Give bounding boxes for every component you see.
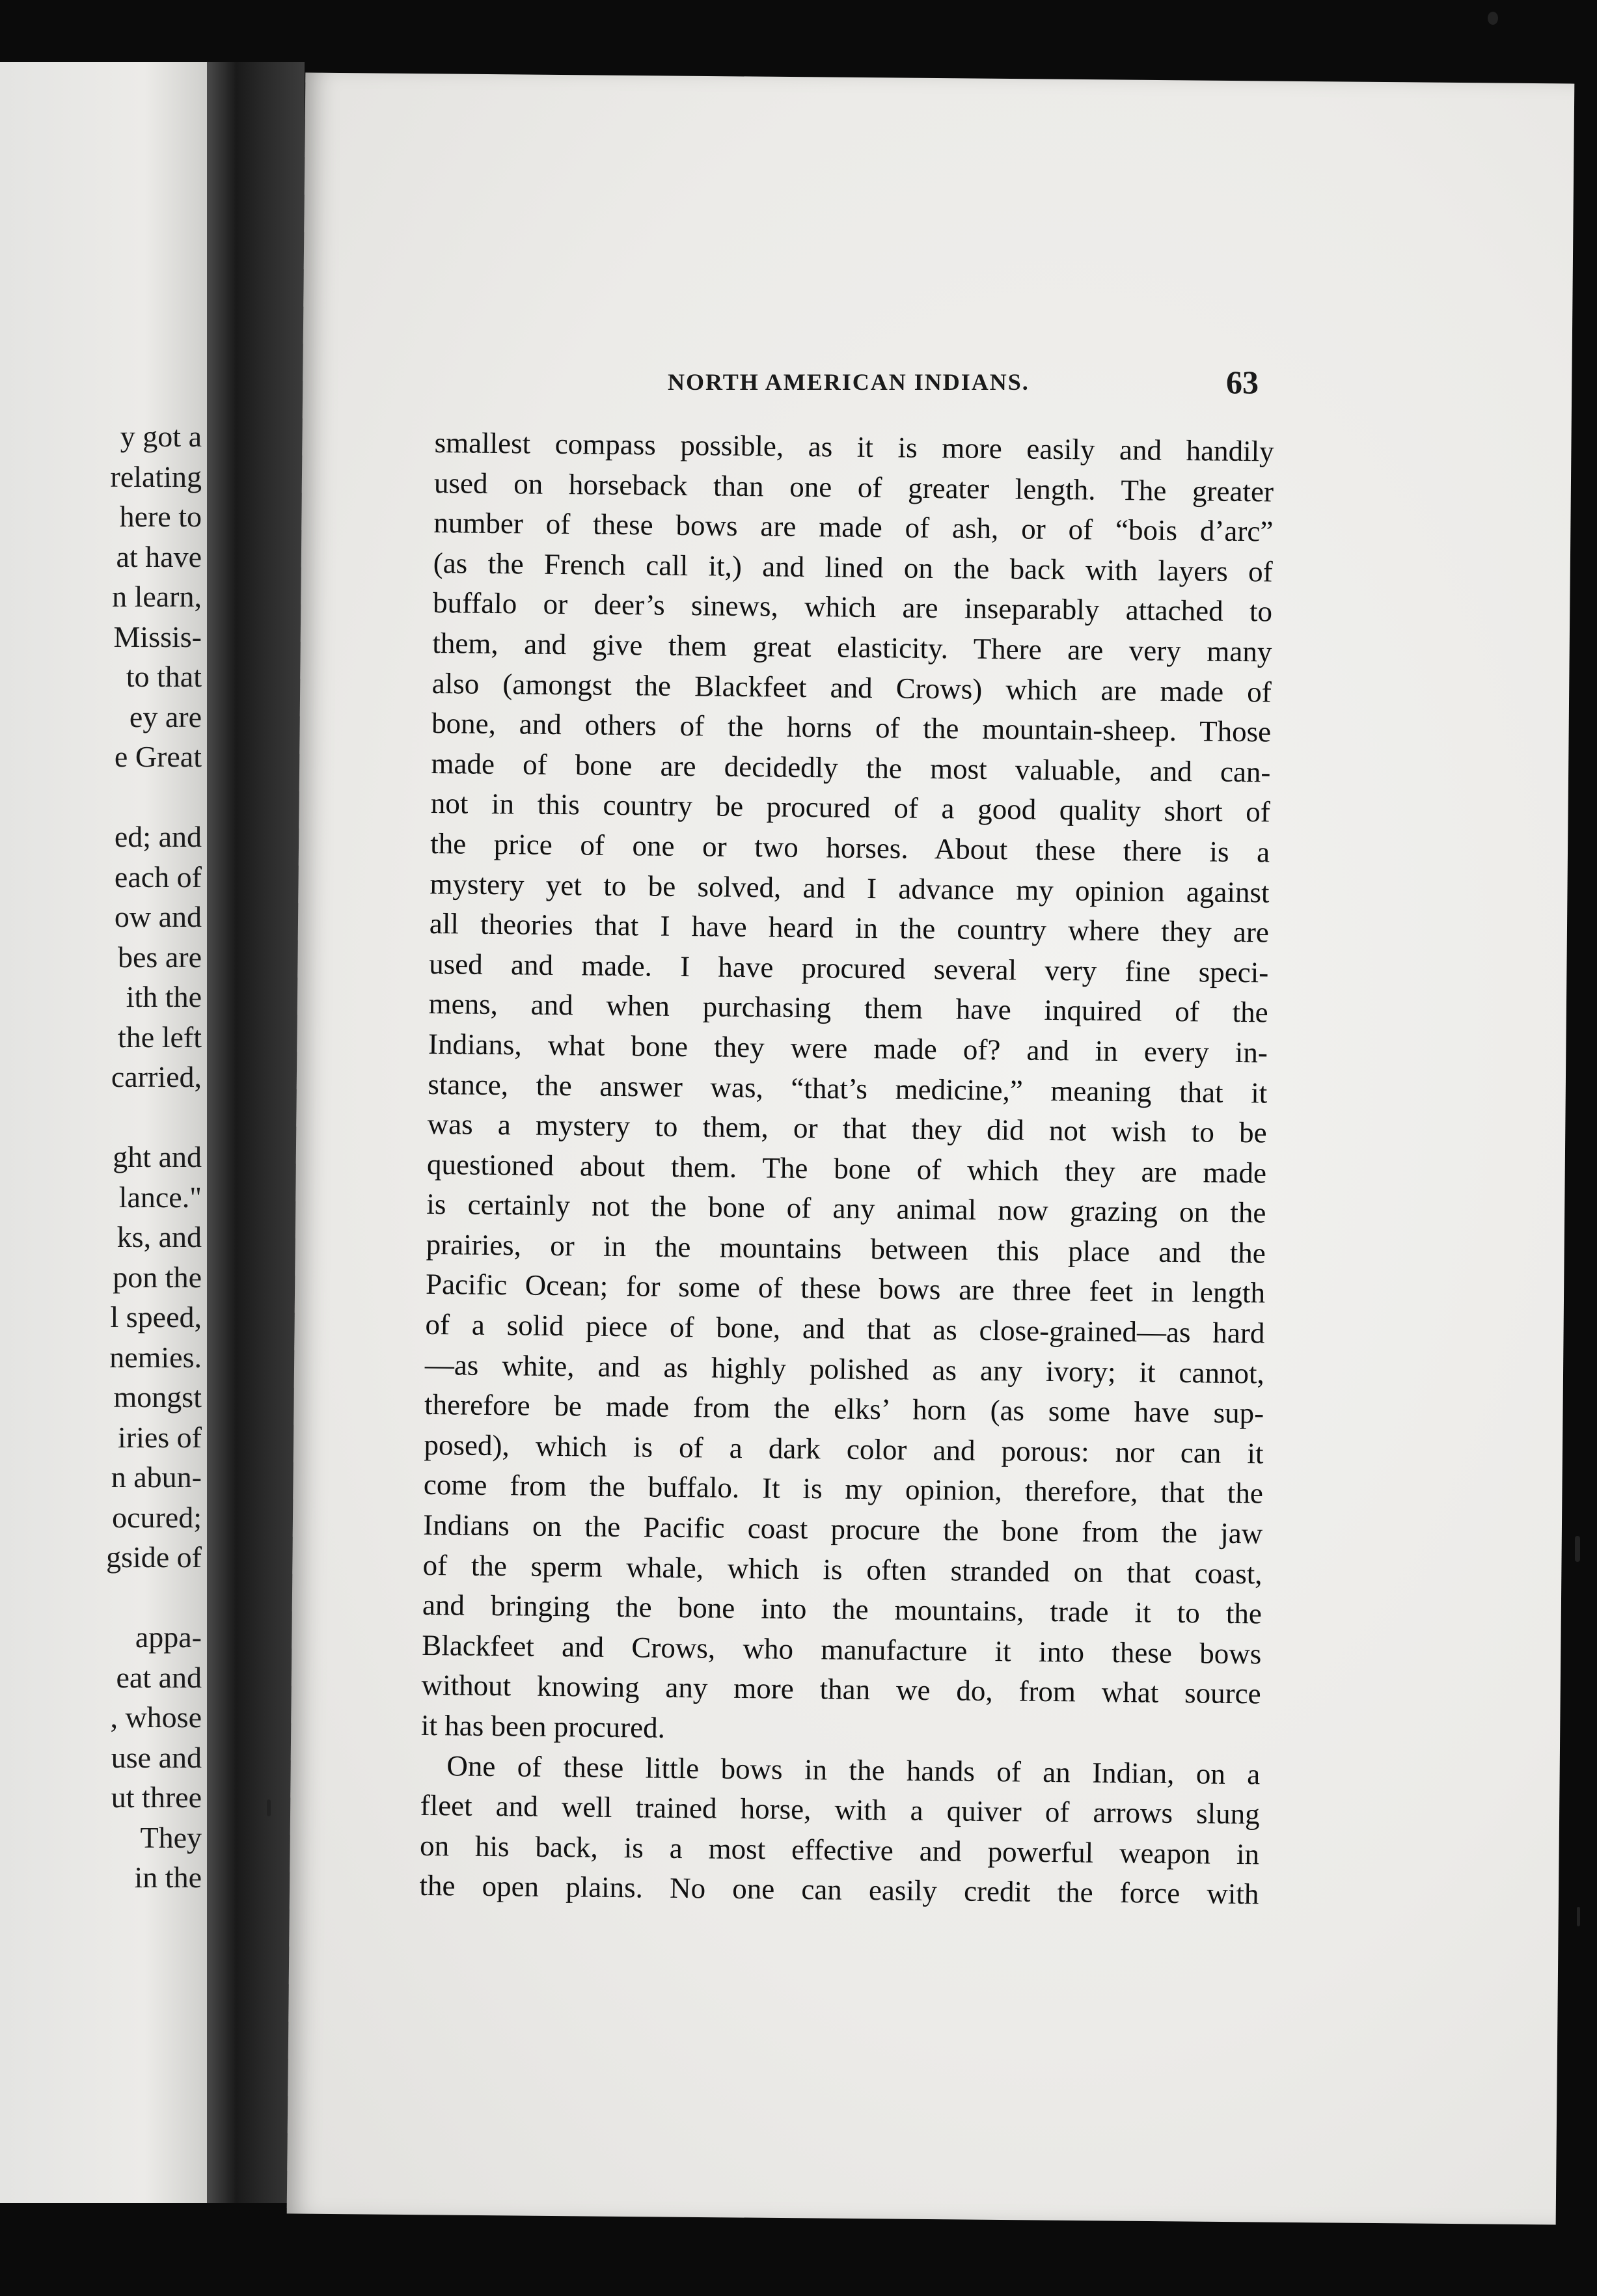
- left-page-line: carried,: [111, 1060, 202, 1093]
- left-page-line: [7, 1097, 202, 1138]
- text-line: on his back, is a most effective and powerful weapon in: [419, 1829, 1260, 1871]
- left-page-text-fragments: [7, 417, 202, 1898]
- text-line: smallest compass possible, as it is more easily and handily: [434, 426, 1274, 468]
- left-page-line: ey are: [129, 700, 202, 733]
- text-line: the price of one or two horses. About these there is a: [430, 827, 1270, 869]
- text-line: was a mystery to them, or that they did not wish to be: [427, 1108, 1267, 1149]
- left-page-line: [7, 1578, 202, 1618]
- left-page-line: ut three: [111, 1781, 202, 1814]
- text-line: stance, the answer was, “that’s medicine,” meaning that it: [428, 1067, 1268, 1109]
- left-page-line: Missis-: [113, 620, 202, 653]
- text-line: prairies, or in the mountains between this place and the: [426, 1227, 1266, 1270]
- text-line: posed), which is of a dark color and porous: nor can it: [424, 1428, 1264, 1470]
- left-page-line: to that: [126, 660, 202, 693]
- left-page-line: the left: [118, 1020, 202, 1054]
- text-line: fleet and well trained horse, with a quiver of arrows slung: [420, 1789, 1260, 1831]
- left-page-line: eat and: [116, 1660, 202, 1694]
- text-line: mystery yet to be solved, and I advance my opinion against: [430, 867, 1270, 909]
- left-page-line: ght and: [113, 1140, 202, 1173]
- text-line: Blackfeet and Crows, who manufacture it into these bows: [422, 1628, 1262, 1671]
- left-page-line: [7, 777, 202, 817]
- text-line: them, and give them great elasticity. There are very many: [432, 626, 1272, 668]
- text-line: therefore be made from the elks’ horn (as some have sup-: [424, 1388, 1264, 1430]
- text-line: (as the French call it,) and lined on the back with layers of: [433, 546, 1273, 588]
- page-body-text: [419, 423, 1274, 1915]
- left-page-line: , whose: [110, 1701, 202, 1734]
- text-line: of a solid piece of bone, and that as close-grained—as hard: [425, 1307, 1265, 1350]
- text-line: it has been procured.: [420, 1708, 666, 1744]
- left-page-line: gside of: [106, 1540, 202, 1574]
- text-line: questioned about them. The bone of which they are made: [426, 1147, 1267, 1190]
- text-line: number of these bows are made of ash, or of “bois d’arc”: [433, 506, 1274, 548]
- left-page-line: l speed,: [110, 1300, 202, 1333]
- left-page-line: use and: [111, 1740, 202, 1774]
- left-page-line: n learn,: [112, 580, 202, 613]
- running-header: NORTH AMERICAN INDIANS.: [668, 369, 1030, 395]
- scan-speck: [1488, 12, 1498, 25]
- left-page-line: at have: [116, 540, 202, 573]
- left-page-line: e Great: [114, 740, 202, 773]
- text-line: One of these little bows in the hands of an Indian, on a: [446, 1749, 1261, 1790]
- text-line: Indians on the Pacific coast procure the bone from the jaw: [423, 1508, 1263, 1550]
- left-page-line: ed; and: [114, 820, 202, 853]
- text-line: bone, and others of the horns of the mountain-sheep. Those: [431, 707, 1272, 748]
- text-line: is certainly not the bone of any animal now grazing on the: [426, 1188, 1266, 1229]
- left-page-line: pon the: [113, 1260, 202, 1294]
- left-page-line: in the: [134, 1861, 202, 1894]
- left-page-line: ith the: [126, 980, 202, 1013]
- left-facing-page: [0, 62, 207, 2203]
- text-line: —as white, and as highly polished as any ivory; it cannot,: [424, 1348, 1265, 1390]
- left-page-line: relating: [110, 459, 202, 493]
- left-page-line: ocured;: [112, 1500, 202, 1534]
- scan-speck: [1577, 1907, 1580, 1926]
- left-page-line: They: [140, 1820, 202, 1854]
- text-line: buffalo or deer’s sinews, which are inseparably attached to: [432, 586, 1273, 628]
- left-page-line: lance.": [118, 1180, 202, 1214]
- scan-speck: [1575, 1536, 1580, 1562]
- text-line: Pacific Ocean; for some of these bows are three feet in length: [425, 1268, 1266, 1309]
- text-line: and bringing the bone into the mountains, trade it to the: [422, 1589, 1263, 1630]
- left-page-line: appa-: [135, 1620, 202, 1654]
- page-number: 63: [1226, 364, 1259, 400]
- left-page-line: each of: [114, 860, 202, 894]
- left-page-line: here to: [119, 500, 202, 533]
- text-line: all theories that I have heard in the country where they are: [429, 907, 1270, 949]
- left-page-line: iries of: [117, 1420, 202, 1454]
- left-page-line: ks, and: [116, 1220, 202, 1253]
- text-line: without knowing any more than we do, from what source: [421, 1669, 1261, 1710]
- text-line: also (amongst the Blackfeet and Crows) which are made of: [431, 666, 1272, 709]
- left-page-line: nemies.: [109, 1340, 202, 1374]
- text-line: not in this country be procured of a good quality short of: [430, 787, 1271, 828]
- left-page-line: y got a: [120, 420, 202, 453]
- text-line: mens, and when purchasing them have inquired of the: [428, 987, 1268, 1029]
- left-page-line: ow and: [114, 900, 202, 933]
- scan-speck: [267, 1799, 271, 1816]
- text-line: made of bone are decidedly the most valuable, and can-: [431, 746, 1271, 789]
- text-line: used on horseback than one of greater length. The greater: [433, 466, 1274, 508]
- text-line: come from the buffalo. It is my opinion, therefore, that the: [423, 1468, 1264, 1510]
- text-line: of the sperm whale, which is often stranded on that coast,: [422, 1548, 1263, 1591]
- text-line: Indians, what bone they were made of? and in every in-: [428, 1027, 1268, 1069]
- left-page-line: n abun-: [111, 1460, 202, 1494]
- left-page-line: mongst: [113, 1380, 202, 1414]
- text-line: the open plains. No one can easily credit the force with: [419, 1869, 1259, 1911]
- text-line: used and made. I have procured several very fine speci-: [429, 947, 1269, 989]
- left-page-line: bes are: [118, 940, 202, 974]
